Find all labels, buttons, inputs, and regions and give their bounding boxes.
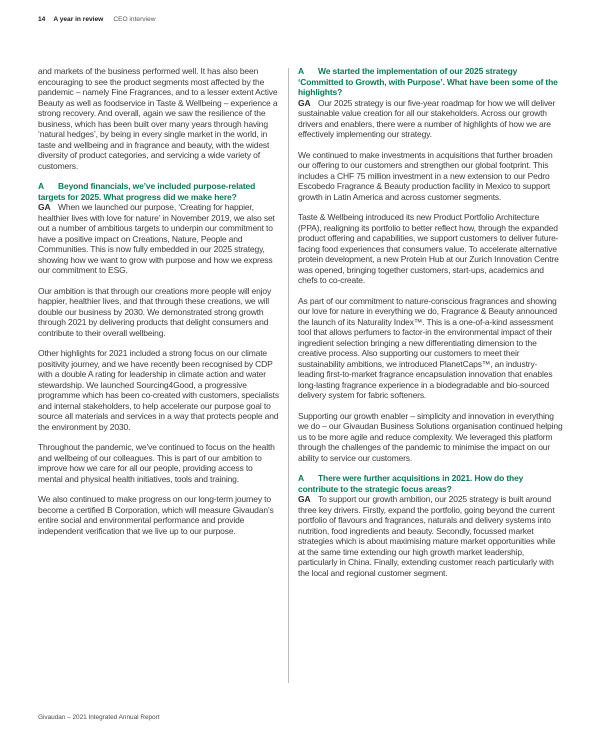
answer-text: When we launched our purpose, ‘Creating for happier, healthier lives with love for nature’ in November 2019, we also set out a number of ambitious targets to underpin our commitment to have a positive impact on Creations, Nature, People and Communities. This is now fully embedded in our 2025 strategy, showing how we want to grow with purpose and how we express our commitment to ESG. (38, 202, 275, 275)
subsection-title: CEO interview (113, 16, 156, 23)
answer-text: To support our growth ambition, our 2025 strategy is built around three key drivers. Firstly, expand the portfolio, going beyond the current portfolio of flavours and fragrances, naturals and delivery systems into nutrition, food ingredients and beauty. Secondly, focussed market strategies which is about maximising mature market opportunities while at the same time extending our high growth market leadership, particularly in China. Finally, extending customer reach particularly with the local and regional customer segment. (298, 494, 556, 578)
paragraph: We also continued to make progress on our long-term journey to become a certified B Corporation, which will measure Givaudan’s entire social and environmental performance and provide independent verification that we live up to our purpose. (38, 494, 274, 536)
question-prefix: A (38, 181, 44, 191)
answer-text: Our 2025 strategy is our five-year roadmap for how we will deliver sustainable value creation for all our stakeholders. Across our growth drivers and enablers, there were a number of highlights of how we are effectively implementing our strategy. (298, 97, 556, 139)
paragraph: We continued to make investments in acquisitions that further broaden our offering to our customers and strengthen our global footprint. This includes a CHF 75 million investment in a new extension to our Pedro Escobedo Fragrance & Beauty production facility in Mexico to support growth in Latin America and across customer segments. (298, 149, 553, 202)
left-column (38, 66, 279, 546)
interview-question (298, 66, 563, 98)
question-prefix: A (298, 473, 304, 483)
answer-prefix: GA (298, 494, 311, 504)
page-number: 14 (38, 16, 46, 23)
question-text: Beyond financials, we’ve included purpose-related targets for 2025. What progress did we make here? (38, 181, 256, 202)
interview-answer (38, 202, 279, 276)
paragraph: and markets of the business performed well. It has also been encouraging to see the product segments most affected by the pandemic – namely Fine Fragrances, and to a lesser extent Active Beauty as well as foodservice in Taste & Wellbeing – experience a strong recovery. And overall, again we saw the resilience of the business, which has been built over many years through having ‘natural hedges’, by being in every single market in the world, in taste and wellbeing and in fragrance and beauty, with the widest diversity of product categories, and servicing a wide variety of customers. (38, 66, 278, 171)
interview-answer (298, 494, 563, 578)
column-divider (288, 68, 289, 683)
running-header (38, 16, 155, 24)
question-text: There were further acquisitions in 2021. How do they contribute to the strategic focus areas? (298, 473, 524, 494)
answer-prefix: GA (298, 97, 311, 108)
paragraph: Throughout the pandemic, we’ve continued to focus on the health and wellbeing of our colleagues. This is part of our ambition to improve how we care for all our people, providing access to mental and physical health initiatives, tools and training. (38, 442, 275, 484)
question-prefix: A (298, 66, 304, 76)
right-column (298, 66, 563, 588)
paragraph: Taste & Wellbeing introduced its new Product Portfolio Architecture (PPA), realigning its portfolio to better reflect how, through the expanded product offering and capabilities, we support customers to deliver future-facing food experiences that consumers value. To accelerate alternative protein development, a new Protein Hub at our Zurich Innovation Centre was opened, bringing together customers, start-ups, academics and chefs to co-create. (298, 212, 559, 285)
paragraph: Other highlights for 2021 included a strong focus on our climate positivity journey, and we have recently been recognised by CDP with a double A rating for leadership in climate action and water stewardship. We launched Sourcing4Good, a progressive programme which has been co-created with customers, specialists and internal stakeholders, to help accelerate our purpose goal to source all materials and services in a way that protects people and the environment by 2030. (38, 348, 279, 432)
paragraph: As part of our commitment to nature-conscious fragrances and showing our love for nature in everything we do, Fragrance & Beauty announced the launch of its Naturality Index™. This is a one-of-a-kind assessment tool that allows perfumers to factor-in the environmental impact of their ingredient selection bringing a new differentiating dimension to the creative process. Also supporting our customers to meet their sustainability ambitions, we introduced PlanetCaps™, an industry-leading first-to-market fragrance encapsulation innovation that enables long-lasting fragrance experience in a biodegradable and bio-sourced delivery system for fabric softeners. (298, 295, 557, 400)
interview-answer (298, 98, 563, 140)
interview-question (298, 473, 563, 494)
interview-question (38, 181, 279, 202)
paragraph: Supporting our growth enabler – simplicity and innovation in everything we do – our Givaudan Business Solutions organisation continued helping us to be more agile and reduce complexity. We leveraged this platform through the challenges of the pandemic to minimise the impact on our ability to service our customers. (298, 410, 563, 463)
answer-prefix: GA (38, 202, 51, 212)
running-footer: Givaudan – 2021 Integrated Annual Report (38, 714, 160, 721)
section-title: A year in review (53, 16, 104, 23)
paragraph: Our ambition is that through our creations more people will enjoy happier, healthier lives, and that through these creations, we will double our business by 2030. We demonstrated strong growth through 2021 by delivering products that delight consumers and contribute to their overall wellbeing. (38, 285, 272, 338)
question-text: We started the implementation of our 2025 strategy ‘Committed to Growth, with Purpose’. What have been some of the highlights? (298, 66, 558, 97)
